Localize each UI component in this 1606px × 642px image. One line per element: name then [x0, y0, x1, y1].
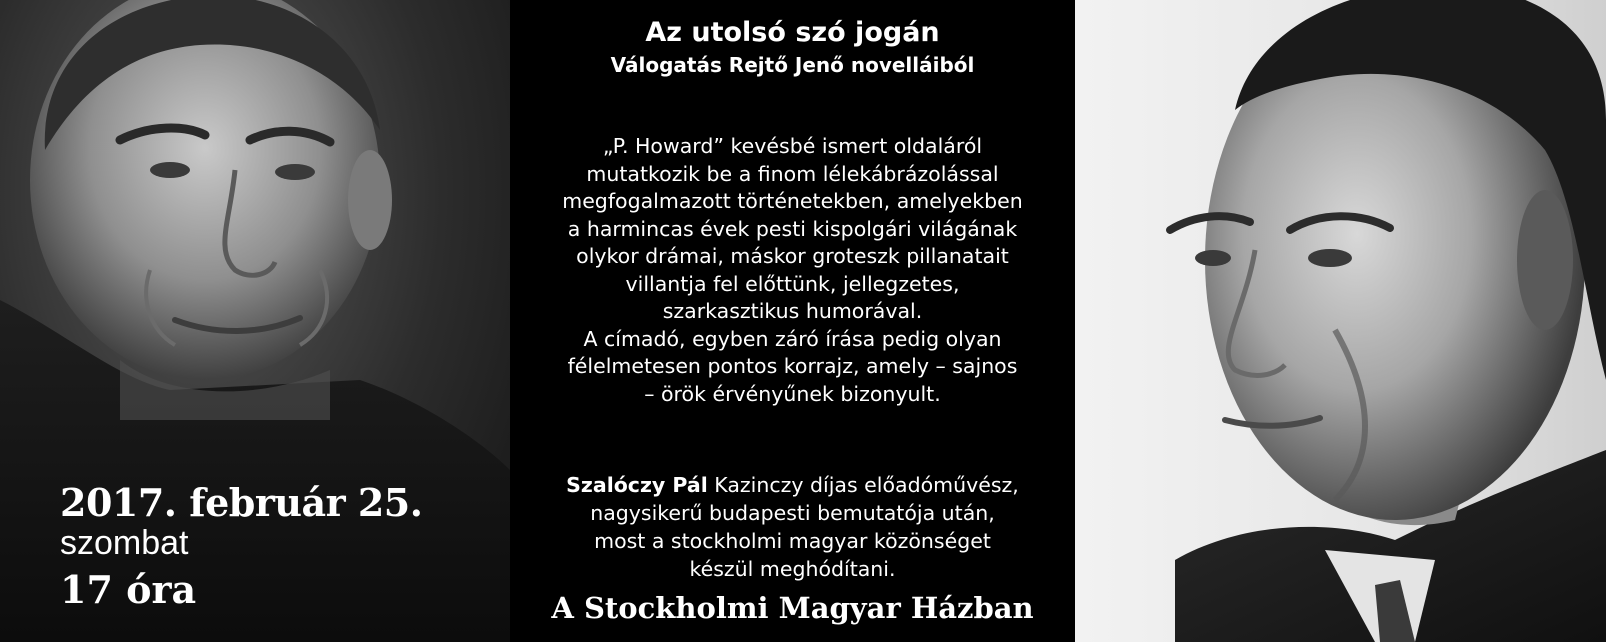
event-time: 17 óra: [60, 567, 197, 612]
description-line: megfogalmazott történetekben, amelyekben: [562, 189, 1023, 213]
description-line: villantja fel előttünk, jellegzetes,: [625, 271, 960, 296]
description-line: félelmetesen pontos korrajz, amely – sajnos: [567, 354, 1018, 378]
description-line: „P. Howard” kevésbé ismert oldaláról: [602, 134, 983, 158]
description-line: szarkasztikus humorával.: [662, 299, 923, 323]
event-date: 2017. február 25.: [60, 480, 423, 525]
description-line: a harmincas évek pesti kispolgári világának: [567, 216, 1018, 241]
description-line: mutatkozik be a finom lélekábrázolással: [586, 161, 999, 186]
portrait-young-man-icon: [1075, 0, 1606, 642]
event-subtitle: Válogatás Rejtő Jenő novelláiból: [610, 53, 975, 77]
performer-line: készül meghódítani.: [689, 557, 896, 581]
performer-line: [510, 471, 1075, 499]
event-title: Az utolsó szó jogán: [645, 17, 940, 48]
performer-line: nagysikerű budapesti bemutatója után,: [590, 501, 995, 525]
performer-name: Szalóczy Pál: [566, 473, 708, 497]
event-venue: A Stockholmi Magyar Házban: [551, 591, 1034, 625]
right-portrait-photo: [1075, 0, 1606, 642]
description-line: – örök érvényűnek bizonyult.: [644, 381, 941, 406]
event-description: [510, 133, 1075, 408]
left-portrait-photo: [0, 0, 510, 642]
performer-info: [510, 471, 1075, 583]
performer-line: most a stockholmi magyar közönséget: [594, 529, 991, 553]
description-line: olykor drámai, máskor groteszk pillanatait: [576, 244, 1009, 268]
performer-title: Kazinczy díjas előadóművész,: [707, 473, 1019, 497]
event-weekday: szombat: [60, 524, 189, 562]
event-date-block: [60, 482, 422, 612]
description-line: A címadó, egyben záró írása pedig olyan: [583, 326, 1002, 351]
event-text-panel: [510, 0, 1075, 642]
